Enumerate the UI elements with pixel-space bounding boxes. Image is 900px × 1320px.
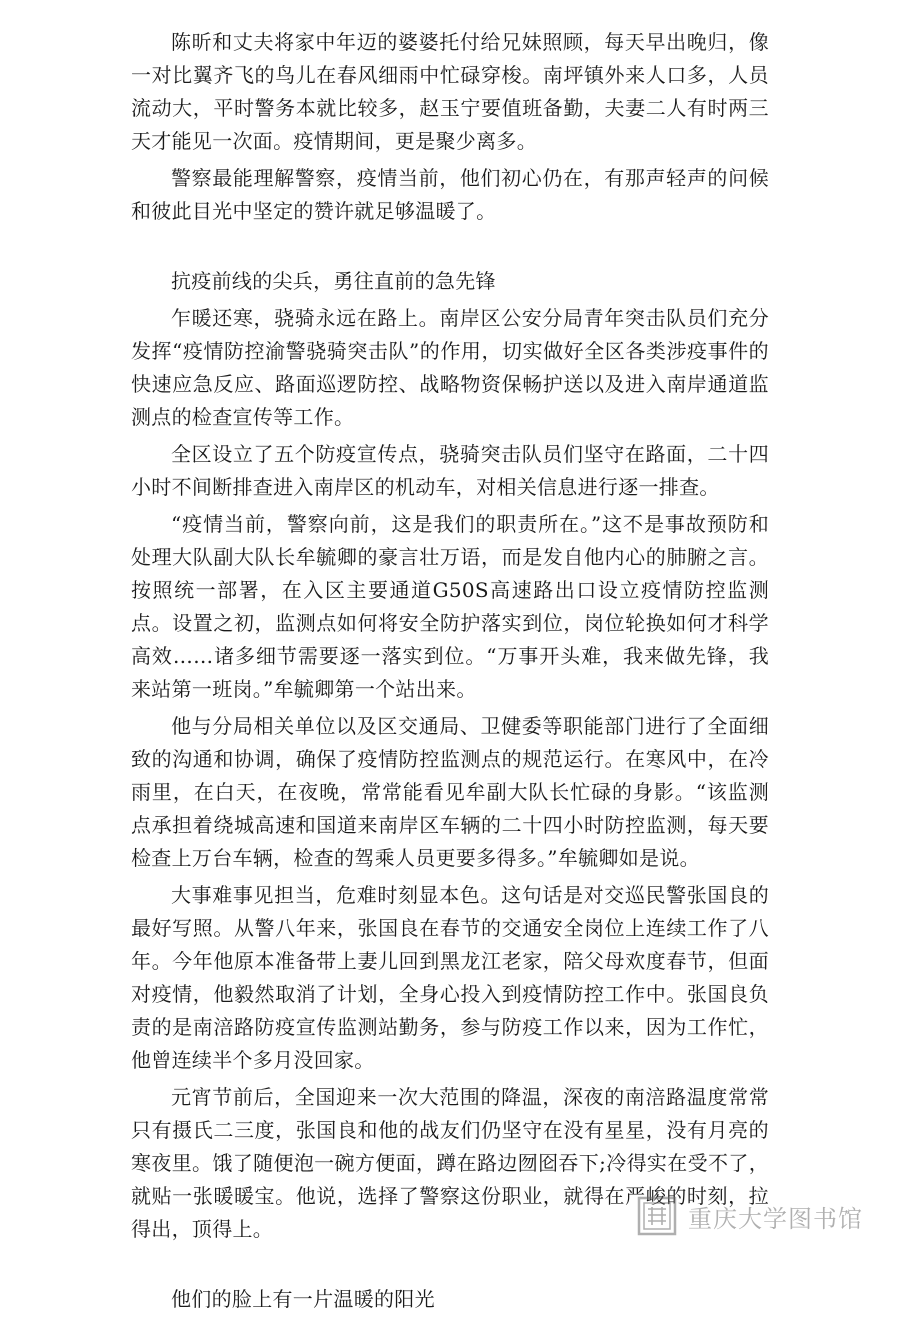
section-heading-vanguard: 抗疫前线的尖兵，勇往直前的急先锋 bbox=[171, 269, 496, 293]
paragraph-zhang-guoliang: 大事难事见担当，危难时刻显本色。这句话是对交巡民警张国良的最好写照。从警八年来，张国良在春节的交通安全岗位上连续工作了八年。今年他原本准备带上妻儿回到黑龙江老家，陪父母欢度春节，但面对疫情，他毅然取消了计划，全身心投入到疫情防控工作中。张国良负责的是南涪路防疫宣传监测站勤务，参与防疫工作以来，因为工作忙，他曾连续半个多月没回家。 bbox=[131, 883, 769, 1072]
paragraph-chen-xin: 陈昕和丈夫将家中年迈的婆婆托付给兄妹照顾，每天早出晚归，像一对比翼齐飞的鸟儿在春风细雨中忙碌穿梭。南坪镇外来人口多，人员流动大，平时警务本就比较多，赵玉宁要值班备勤，夫妻二人有时两三天才能见一次面。疫情期间，更是聚少离多。 bbox=[131, 30, 769, 153]
section-heading-sunshine: 他们的脸上有一片温暖的阳光 bbox=[171, 1287, 435, 1311]
paragraph-lantern-festival: 元宵节前后，全国迎来一次大范围的降温，深夜的南涪路温度常常只有摄氏二三度，张国良和他的战友们仍坚守在没有星星，没有月亮的寒夜里。饿了随便泡一碗方便面，蹲在路边囫囵吞下;冷得实在受不了，就贴一张暖暖宝。他说，选择了警察这份职业，就得在严峻的时刻，拉得出，顶得上。 bbox=[131, 1085, 769, 1241]
paragraph-five-points: 全区设立了五个防疫宣传点，骁骑突击队员们坚守在路面，二十四小时不间断排查进入南岸区的机动车，对相关信息进行逐一排查。 bbox=[131, 442, 769, 499]
section-gap bbox=[131, 232, 769, 265]
article-body bbox=[131, 26, 769, 1320]
paragraph-coordination: 他与分局相关单位以及区交通局、卫健委等职能部门进行了全面细致的沟通和协调，确保了疫情防控监测点的规范运行。在寒风中，在冷雨里，在白天，在夜晚，常常能看见牟副大队长忙碌的身影。“该监测点承担着绕城高速和国道来南岸区车辆的二十四小时防控监测，每天要检查上万台车辆，检查的驾乘人员更要多得多。”牟毓卿如是说。 bbox=[131, 714, 769, 870]
watermark-text: 重庆大学图书馆 bbox=[688, 1204, 863, 1233]
library-watermark bbox=[636, 1192, 863, 1240]
library-seal-icon bbox=[636, 1195, 678, 1237]
paragraph-cavalry: 乍暖还寒，骁骑永远在路上。南岸区公安分局青年突击队员们充分发挥“疫情防控渝警骁骑突击队”的作用，切实做好全区各类涉疫事件的快速应急反应、路面巡逻防控、战略物资保畅护送以及进入南岸通道监测点的检查宣传等工作。 bbox=[131, 306, 769, 429]
section-gap bbox=[131, 1250, 769, 1283]
paragraph-police-understand: 警察最能理解警察，疫情当前，他们初心仍在，有那声轻声的问候和彼此目光中坚定的赞许就足够温暖了。 bbox=[131, 166, 769, 223]
paragraph-mou-yuqing: “疫情当前，警察向前，这是我们的职责所在。”这不是事故预防和处理大队副大队长牟毓卿的豪言壮万语，而是发自他内心的肺腑之言。按照统一部署，在入区主要通道G50S高速路出口设立疫情防控监测点。设置之初，监测点如何将安全防护落实到位，岗位轮换如何才科学高效……诸多细节需要逐一落实到位。“万事开头难，我来做先锋，我来站第一班岗。”牟毓卿第一个站出来。 bbox=[131, 512, 769, 701]
